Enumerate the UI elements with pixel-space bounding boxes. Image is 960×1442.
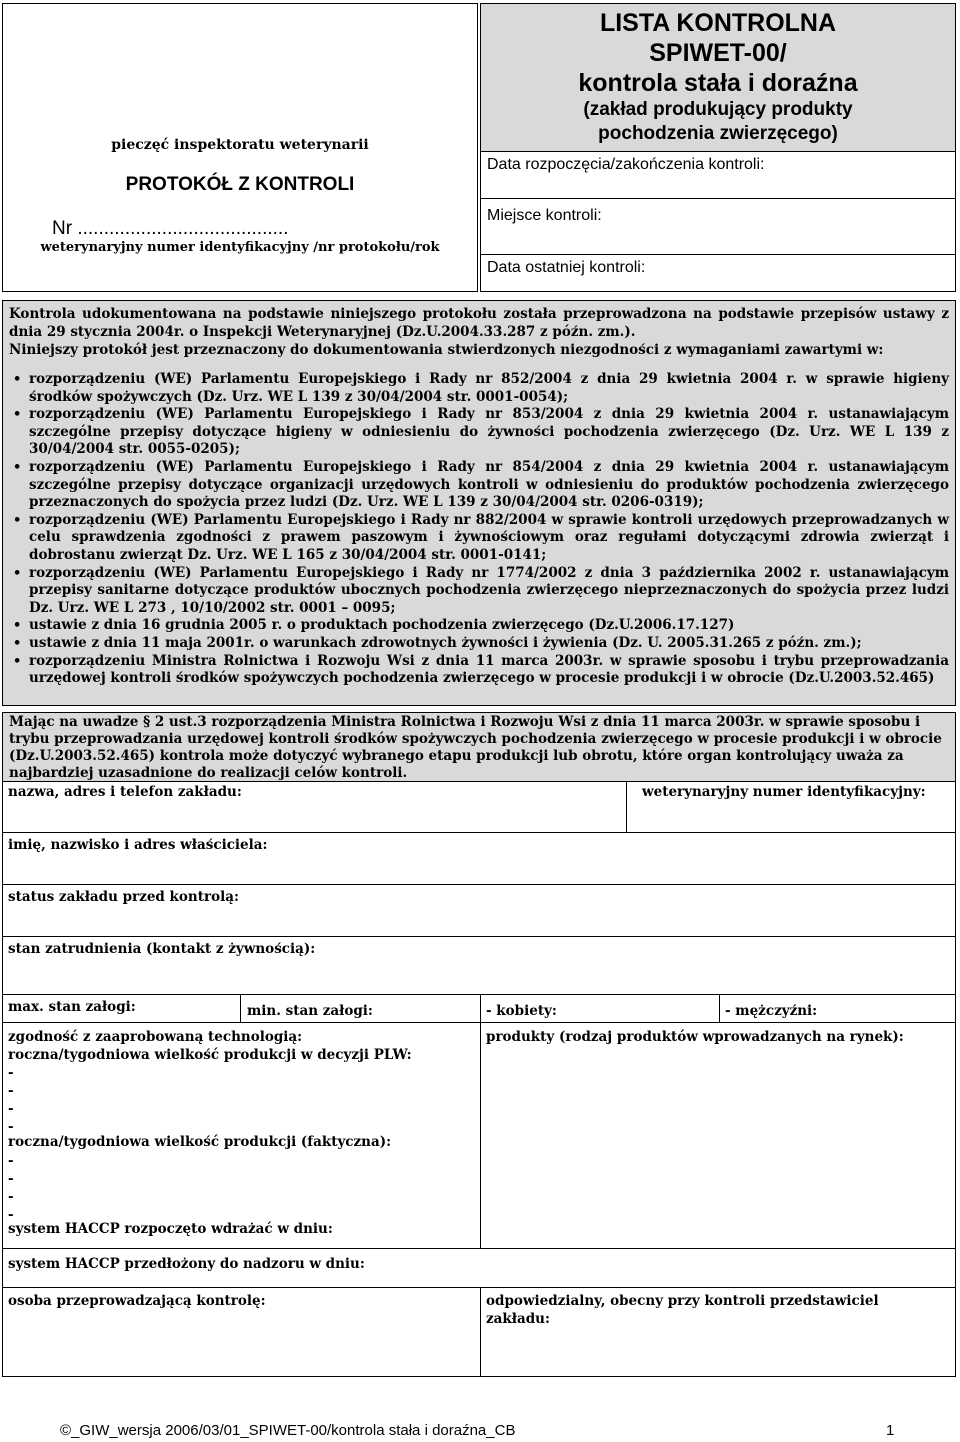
inspector-field[interactable]: osoba przeprowadzającą kontrolę: <box>8 1293 266 1309</box>
plw-volume-line[interactable]: - <box>8 1065 14 1081</box>
products-field[interactable]: produkty (rodzaj produktów wprowadzanych na rynek): <box>486 1029 904 1045</box>
last-control-date-field[interactable] <box>480 254 956 292</box>
legal-act-item: • ustawie z dnia 11 maja 2001r. o warunkach zdrowotnych żywności i żywienia (Dz. U. 2005.31.265 z późn. zm.); <box>9 635 949 653</box>
title-line-1: LISTA KONTROLNA <box>599 9 837 37</box>
tech-compliance-field[interactable]: zgodność z zaaprobowaną technologią: <box>8 1029 303 1045</box>
actual-volume-line[interactable]: - <box>8 1189 14 1205</box>
vet-id-field[interactable]: weterynaryjny numer identyfikacyjny: <box>642 784 926 800</box>
subtitle-line-2: pochodzenia zwierzęcego) <box>598 123 838 144</box>
status-before-field[interactable]: status zakładu przed kontrolą: <box>8 889 239 905</box>
legal-act-item: • rozporządzeniu (WE) Parlamentu Europejskiego i Rady nr 853/2004 z dnia 29 kwietnia 2004 r. ustanawiającym szczególne przepisy dotyczące higieny w odniesieniu do żywności pochodzenia zwierzęcego (Dz. Urz. WE L 139 z 30/04/2004 str. 0055-0205); <box>9 406 949 459</box>
legal-purpose: Niniejszy protokół jest przeznaczony do dokumentowania stwierdzonych niezgodności z wymaganiami zawartymi w: <box>9 342 884 358</box>
protocol-number-caption: weterynaryjny numer identyfikacyjny /nr protokołu/rok <box>40 240 440 255</box>
legal-basis-box <box>2 300 956 706</box>
legal-act-item: • ustawie z dnia 16 grudnia 2005 r. o produktach pochodzenia zwierzęcego (Dz.U.2006.17.127) <box>9 617 949 635</box>
employment-field[interactable]: stan zatrudnienia (kontakt z żywnością): <box>8 941 316 957</box>
title-line-2: SPIWET-00/ <box>649 39 787 67</box>
representative-field[interactable]: odpowiedzialny, obecny przy kontroli przedstawiciel zakładu: <box>486 1293 879 1327</box>
owner-field[interactable]: imię, nazwisko i adres właściciela: <box>8 837 268 853</box>
stamp-label: pieczęć inspektoratu weterynarii <box>111 137 369 153</box>
actual-volume-line[interactable]: - <box>8 1153 14 1169</box>
title-box <box>480 3 956 152</box>
legal-act-item: • rozporządzeniu (WE) Parlamentu Europejskiego i Rady nr 854/2004 z dnia 29 kwietnia 2004 r. ustanawiającym szczególne przepisy dotyczące organizacji urzędowych kontroli w odniesieniu do produktów pochodzenia zwierzęcego przeznaczonych do spożycia przez ludzi (Dz. Urz. WE L 139 z 30/04/2004 str. 0206-0319); <box>9 459 949 512</box>
last-control-date-label: Data ostatniej kontroli: <box>487 259 646 276</box>
actual-volume-label: roczna/tygodniowa wielkość produkcji (faktyczna): <box>8 1134 392 1150</box>
haccp-submitted-field[interactable]: system HACCP przedłożony do nadzoru w dniu: <box>8 1256 365 1272</box>
footer-page-number: 1 <box>886 1422 895 1439</box>
scope-note-box <box>2 712 956 782</box>
control-place-field[interactable] <box>480 198 956 255</box>
men-field[interactable]: - mężczyźni: <box>725 1003 818 1019</box>
control-date-label: Data rozpoczęcia/zakończenia kontroli: <box>487 156 765 173</box>
scope-note: Mając na uwadze § 2 ust.3 rozporządzenia Ministra Rolnictwa i Rozwoju Wsi z dnia 11 marca 2003r. w sprawie sposobu i trybu przeprowadzania urzędowej kontroli środków spożywczych pochodzenia zwierzęcego w procesie produkcji i w obrocie (Dz.U.2003.52.465) kontrola może dotyczyć wybranego etapu produkcji lub obrotu, które organ kontrolujący uważa za najbardziej uzasadnione do realizacji celów kontroli. <box>9 714 942 781</box>
plw-volume-line[interactable]: - <box>8 1119 14 1135</box>
plw-volume-label: roczna/tygodniowa wielkość produkcji w decyzji PLW: <box>8 1047 412 1063</box>
footer-version: ©_GIW_wersja 2006/03/01_SPIWET-00/kontrola stała i doraźna_CB <box>60 1422 516 1439</box>
protocol-title: PROTOKÓŁ Z KONTROLI <box>125 174 355 195</box>
actual-volume-line[interactable]: - <box>8 1171 14 1187</box>
women-field[interactable]: - kobiety: <box>486 1003 557 1019</box>
legal-act-item: • rozporządzeniu Ministra Rolnictwa i Rozwoju Wsi z dnia 11 marca 2003r. w sprawie sposobu i trybu przeprowadzania urzędowej kontroli środków spożywczych pochodzenia zwierzęcego w procesie produkcji i w obrocie (Dz.U.2003.52.465) <box>9 653 949 688</box>
legal-act-item: • rozporządzeniu (WE) Parlamentu Europejskiego i Rady nr 1774/2002 z dnia 3 października 2002 r. ustanawiającym przepisy sanitarne dotyczące produktów ubocznych pochodzenia zwierzęcego nieprzeznaczonych do spożycia przez ludzi Dz. Urz. WE L 273 , 10/10/2002 str. 0001 – 0095; <box>9 565 949 618</box>
subtitle-line-1: (zakład produkujący produkty <box>583 99 853 120</box>
legal-acts-list <box>9 371 949 688</box>
title-line-3: kontrola stała i doraźna <box>578 69 858 97</box>
plw-volume-line[interactable]: - <box>8 1101 14 1117</box>
legal-intro: Kontrola udokumentowana na podstawie niniejszego protokołu została przeprowadzona na podstawie przepisów ustawy z dnia 29 stycznia 2004r. o Inspekcji Weterynaryjnej (Dz.U.2004.33.287 z późn. zm.). <box>9 306 949 340</box>
haccp-start-field[interactable]: system HACCP rozpoczęto wdrażać w dniu: <box>8 1221 333 1237</box>
control-date-field[interactable] <box>480 151 956 199</box>
legal-act-item: • rozporządzeniu (WE) Parlamentu Europejskiego i Rady nr 852/2004 z dnia 29 kwietnia 2004 r. w sprawie higieny środków spożywczych (Dz. Urz. WE L 139 z 30/04/2004 str. 0001-0054); <box>9 371 949 406</box>
plant-name-field[interactable]: nazwa, adres i telefon zakładu: <box>8 784 242 800</box>
protocol-number-field[interactable]: Nr ........................................ <box>52 218 289 239</box>
min-staff-field[interactable]: min. stan załogi: <box>247 1003 373 1019</box>
control-place-label: Miejsce kontroli: <box>487 207 602 224</box>
plw-volume-line[interactable]: - <box>8 1083 14 1099</box>
actual-volume-line[interactable]: - <box>8 1207 14 1223</box>
max-staff-field[interactable]: max. stan załogi: <box>8 999 136 1015</box>
legal-act-item: • rozporządzeniu (WE) Parlamentu Europejskiego i Rady nr 882/2004 w sprawie kontroli urzędowych przeprowadzanych w celu sprawdzenia zgodności z prawem paszowym i żywnościowym oraz regułami dotyczącymi zdrowia zwierząt i dobrostanu zwierząt Dz. Urz. WE L 165 z 30/04/2004 str. 0001-0141; <box>9 512 949 565</box>
